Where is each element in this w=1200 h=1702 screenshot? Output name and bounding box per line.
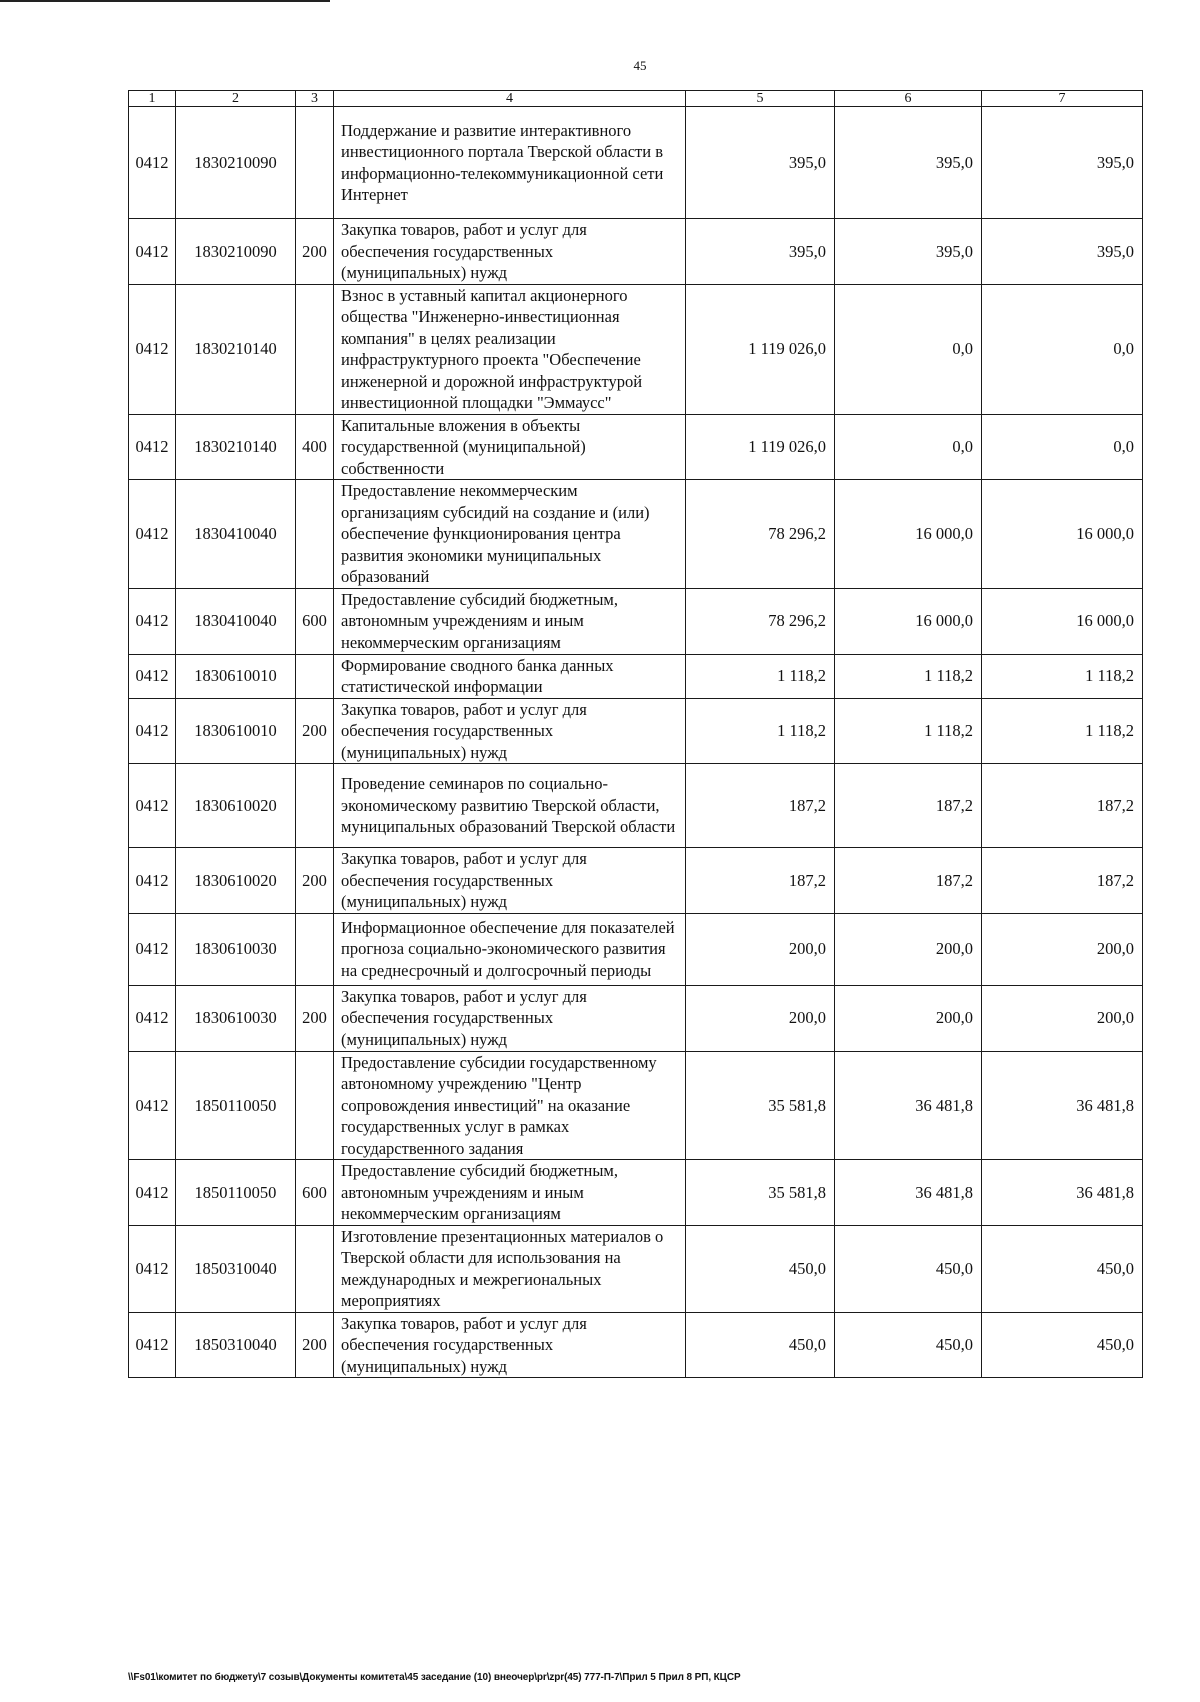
value-col7-cell: 36 481,8 [982,1051,1143,1160]
csr-code-cell: 1830210090 [176,107,296,219]
table-row [129,219,1143,285]
razdel-cell: 0412 [129,1051,176,1160]
item-name-cell: Взнос в уставный капитал акционерного общества "Инженерно-инвестиционная компания" в целях реализации инфраструктурного проекта "Обеспечение инженерной и дорожной инфраструктурой инвестиционной площадки "Эммаусс" [334,284,686,414]
table-row [129,913,1143,985]
csr-code-cell: 1850310040 [176,1225,296,1312]
value-col6-cell: 16 000,0 [835,588,982,654]
value-col7-cell: 395,0 [982,107,1143,219]
csr-code-cell: 1830210090 [176,219,296,285]
item-name-cell: Закупка товаров, работ и услуг для обеспечения государственных (муниципальных) нужд [334,848,686,914]
csr-code-cell: 1830610030 [176,985,296,1051]
value-col6-cell: 200,0 [835,985,982,1051]
value-col5-cell: 395,0 [686,107,835,219]
value-col6-cell: 187,2 [835,848,982,914]
value-col7-cell: 16 000,0 [982,588,1143,654]
razdel-cell: 0412 [129,985,176,1051]
value-col6-cell: 0,0 [835,284,982,414]
vr-code-cell: 200 [296,1312,334,1378]
csr-code-cell: 1830410040 [176,480,296,589]
page-number: 45 [633,58,647,73]
vr-code-cell [296,1051,334,1160]
value-col5-cell: 1 118,2 [686,654,835,698]
value-col7-cell: 450,0 [982,1225,1143,1312]
header-col-3: 3 [296,91,334,107]
razdel-cell: 0412 [129,913,176,985]
csr-code-cell: 1830610020 [176,764,296,848]
header-col-4: 4 [334,91,686,107]
value-col6-cell: 395,0 [835,107,982,219]
value-col7-cell: 395,0 [982,219,1143,285]
value-col6-cell: 395,0 [835,219,982,285]
value-col5-cell: 200,0 [686,913,835,985]
item-name-cell: Закупка товаров, работ и услуг для обеспечения государственных (муниципальных) нужд [334,985,686,1051]
item-name-cell: Проведение семинаров по социально-экономическому развитию Тверской области, муниципальных образований Тверской области [334,764,686,848]
table-row [129,654,1143,698]
vr-code-cell [296,284,334,414]
csr-code-cell: 1830610010 [176,698,296,764]
value-col5-cell: 187,2 [686,848,835,914]
value-col7-cell: 187,2 [982,764,1143,848]
value-col5-cell: 1 119 026,0 [686,284,835,414]
vr-code-cell: 600 [296,1160,334,1226]
table-row [129,107,1143,219]
header-col-6: 6 [835,91,982,107]
item-name-cell: Предоставление некоммерческим организациям субсидий на создание и (или) обеспечение функционирования центра развития экономики муниципальных образований [334,480,686,589]
razdel-cell: 0412 [129,698,176,764]
column-number-header [129,91,1143,107]
vr-code-cell: 400 [296,414,334,480]
value-col7-cell: 16 000,0 [982,480,1143,589]
value-col6-cell: 1 118,2 [835,654,982,698]
razdel-cell: 0412 [129,1160,176,1226]
item-name-cell: Предоставление субсидии государственному автономному учреждению "Центр сопровождения инвестиций" на оказание государственных услуг в рамках государственного задания [334,1051,686,1160]
value-col5-cell: 200,0 [686,985,835,1051]
value-col7-cell: 187,2 [982,848,1143,914]
razdel-cell: 0412 [129,1225,176,1312]
razdel-cell: 0412 [129,414,176,480]
csr-code-cell: 1850110050 [176,1051,296,1160]
value-col6-cell: 36 481,8 [835,1160,982,1226]
csr-code-cell: 1830610010 [176,654,296,698]
vr-code-cell [296,764,334,848]
value-col7-cell: 450,0 [982,1312,1143,1378]
value-col6-cell: 0,0 [835,414,982,480]
vr-code-cell: 200 [296,985,334,1051]
table-row [129,698,1143,764]
razdel-cell: 0412 [129,848,176,914]
value-col6-cell: 450,0 [835,1312,982,1378]
vr-code-cell [296,1225,334,1312]
value-col5-cell: 1 118,2 [686,698,835,764]
value-col7-cell: 1 118,2 [982,698,1143,764]
razdel-cell: 0412 [129,588,176,654]
file-path-footer: \\Fs01\комитет по бюджету\7 созыв\Документы комитета\45 заседание (10) внеочер\pr\zpr(45) 777-П-7\Прил 5 Прил 8 РП, КЦСР [128,1672,741,1683]
vr-code-cell [296,654,334,698]
header-col-2: 2 [176,91,296,107]
vr-code-cell: 200 [296,219,334,285]
value-col5-cell: 35 581,8 [686,1051,835,1160]
value-col6-cell: 36 481,8 [835,1051,982,1160]
item-name-cell: Закупка товаров, работ и услуг для обеспечения государственных (муниципальных) нужд [334,1312,686,1378]
item-name-cell: Информационное обеспечение для показателей прогноза социально-экономического развития на среднесрочный и долгосрочный периоды [334,913,686,985]
razdel-cell: 0412 [129,480,176,589]
vr-code-cell: 600 [296,588,334,654]
csr-code-cell: 1830210140 [176,284,296,414]
razdel-cell: 0412 [129,654,176,698]
table-row [129,1225,1143,1312]
header-col-7: 7 [982,91,1143,107]
value-col7-cell: 0,0 [982,284,1143,414]
table-row [129,764,1143,848]
vr-code-cell [296,913,334,985]
value-col7-cell: 200,0 [982,913,1143,985]
table-row [129,588,1143,654]
item-name-cell: Закупка товаров, работ и услуг для обеспечения государственных (муниципальных) нужд [334,219,686,285]
csr-code-cell: 1830210140 [176,414,296,480]
razdel-cell: 0412 [129,284,176,414]
csr-code-cell: 1830610020 [176,848,296,914]
table-row [129,985,1143,1051]
budget-table [128,90,1143,1378]
item-name-cell: Капитальные вложения в объекты государственной (муниципальной) собственности [334,414,686,480]
vr-code-cell [296,480,334,589]
value-col5-cell: 450,0 [686,1312,835,1378]
razdel-cell: 0412 [129,764,176,848]
value-col6-cell: 1 118,2 [835,698,982,764]
value-col5-cell: 187,2 [686,764,835,848]
value-col5-cell: 1 119 026,0 [686,414,835,480]
table-row [129,1051,1143,1160]
csr-code-cell: 1850310040 [176,1312,296,1378]
value-col5-cell: 395,0 [686,219,835,285]
value-col6-cell: 16 000,0 [835,480,982,589]
table-row [129,480,1143,589]
value-col7-cell: 0,0 [982,414,1143,480]
vr-code-cell: 200 [296,848,334,914]
razdel-cell: 0412 [129,107,176,219]
value-col5-cell: 450,0 [686,1225,835,1312]
item-name-cell: Изготовление презентационных материалов о Тверской области для использования на международных и межрегиональных мероприятиях [334,1225,686,1312]
csr-code-cell: 1850110050 [176,1160,296,1226]
item-name-cell: Предоставление субсидий бюджетным, автономным учреждениям и иным некоммерческим организациям [334,588,686,654]
value-col5-cell: 78 296,2 [686,480,835,589]
value-col6-cell: 200,0 [835,913,982,985]
header-col-5: 5 [686,91,835,107]
item-name-cell: Поддержание и развитие интерактивного инвестиционного портала Тверской области в информационно-телекоммуникационной сети Интернет [334,107,686,219]
csr-code-cell: 1830410040 [176,588,296,654]
table-row [129,1312,1143,1378]
csr-code-cell: 1830610030 [176,913,296,985]
item-name-cell: Формирование сводного банка данных статистической информации [334,654,686,698]
value-col7-cell: 200,0 [982,985,1143,1051]
item-name-cell: Предоставление субсидий бюджетным, автономным учреждениям и иным некоммерческим организациям [334,1160,686,1226]
scan-edge-line [0,0,330,2]
vr-code-cell: 200 [296,698,334,764]
table-row [129,848,1143,914]
value-col7-cell: 1 118,2 [982,654,1143,698]
vr-code-cell [296,107,334,219]
table-row [129,1160,1143,1226]
razdel-cell: 0412 [129,1312,176,1378]
value-col7-cell: 36 481,8 [982,1160,1143,1226]
value-col5-cell: 35 581,8 [686,1160,835,1226]
table-row [129,284,1143,414]
value-col5-cell: 78 296,2 [686,588,835,654]
table-row [129,414,1143,480]
item-name-cell: Закупка товаров, работ и услуг для обеспечения государственных (муниципальных) нужд [334,698,686,764]
value-col6-cell: 450,0 [835,1225,982,1312]
razdel-cell: 0412 [129,219,176,285]
header-col-1: 1 [129,91,176,107]
value-col6-cell: 187,2 [835,764,982,848]
